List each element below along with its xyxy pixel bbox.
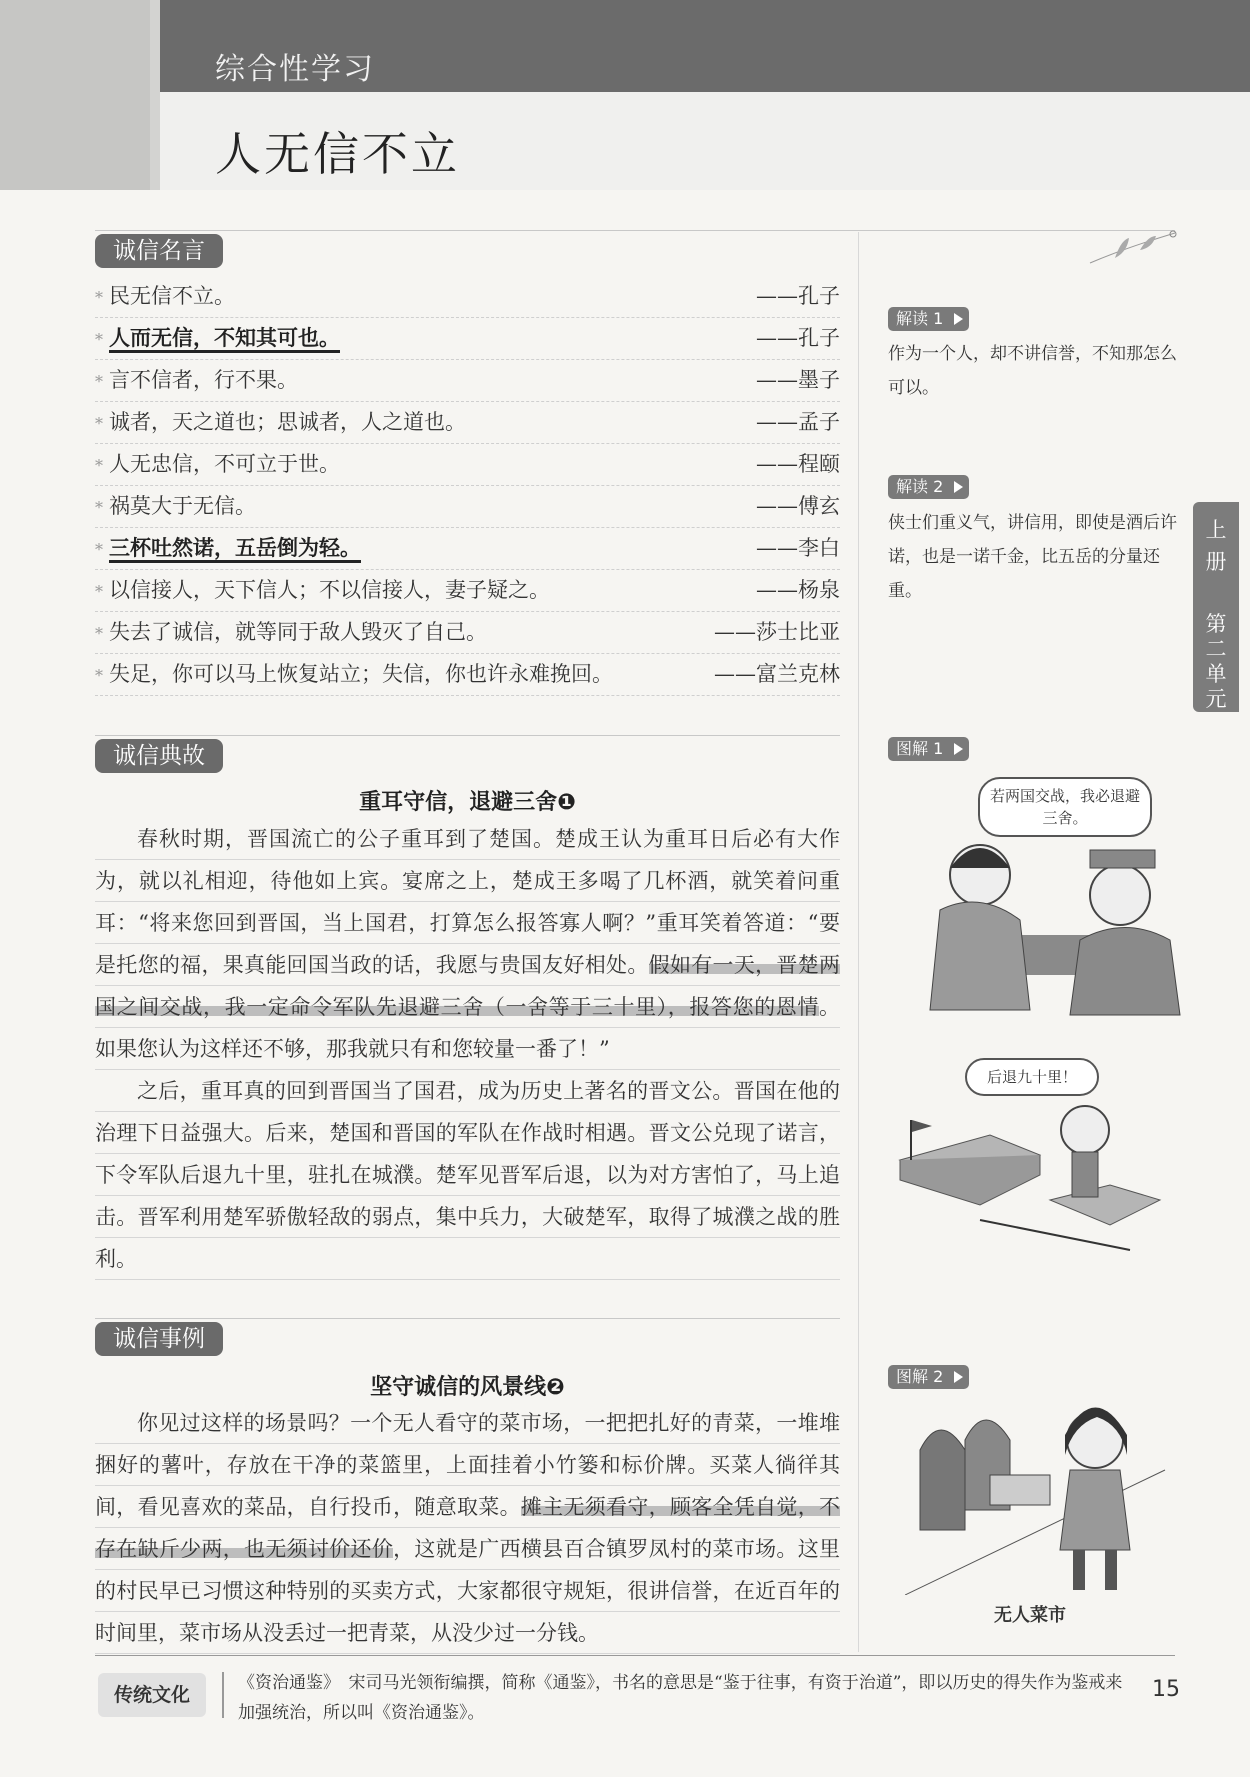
volume-unit-tab [1193, 502, 1239, 712]
bullet-star-icon: * [95, 372, 103, 391]
quotes-section-tag: 诚信名言 [95, 234, 223, 268]
footer-rule [95, 1655, 1175, 1656]
bullet-star-icon: * [95, 624, 103, 643]
quote-row [95, 569, 840, 612]
stories-section-tag: 诚信典故 [95, 739, 223, 773]
quote-text: 失去了诚信，就等同于敌人毁灭了自己。 [109, 620, 487, 644]
footer-separator [222, 1672, 224, 1718]
figure-1-tag: 图解 1 [888, 737, 969, 761]
quote-text: 祸莫大于无信。 [109, 494, 256, 518]
footer-label: 传统文化 [98, 1673, 206, 1717]
retreat-speech-bubble: 后退九十里！ [965, 1058, 1099, 1096]
figure-2-tag: 图解 2 [888, 1365, 969, 1389]
quote-text: 以信接人，天下信人；不以信接人，妻子疑之。 [109, 578, 550, 602]
story-p1-highlight: 假如有一天，晋楚两国之间交战，我一定命令军队先退避三舍（一舍等于三十里），报答您的恩情 [95, 953, 841, 1019]
quote-row [95, 359, 840, 402]
quote-row [95, 443, 840, 486]
quote-text: 民无信不立。 [109, 284, 235, 308]
note-2-tag: 解读 2 [888, 475, 969, 499]
example-text-b: ，这就是广西横县百合镇罗凤村的菜市场。这里的村民早已习惯这种特别的买卖方式，大家都很守规矩，很讲信誉，在近百年的时间里，菜市场从没丢过一把青菜，从没少过一分钱。 [95, 1537, 841, 1645]
page-number: 15 [1152, 1677, 1180, 1702]
figure-2-caption: 无人菜市 [994, 1605, 1066, 1626]
quote-row [95, 653, 840, 696]
quotes-top-rule [95, 230, 1175, 231]
story-p1-text-b: 。如果您认为这样还不够，那我就只有和您较量一番了！” [95, 995, 840, 1061]
page-title: 人无信不立 [215, 127, 460, 181]
bullet-star-icon: * [95, 498, 103, 517]
figure-1-illustration [920, 820, 1200, 1024]
note-1-text: 作为一个人，却不讲信誉，不知那怎么可以。 [888, 344, 1177, 398]
bullet-star-icon: * [95, 414, 103, 433]
quote-text: 三杯吐然诺，五岳倒为轻。 [109, 536, 361, 560]
retreat-map-illustration [890, 1090, 1170, 1264]
example-paragraph [95, 1402, 840, 1654]
quote-row [95, 317, 840, 360]
column-divider [858, 232, 859, 1652]
note-1-tag: 解读 1 [888, 307, 969, 331]
quote-author: ——杨泉 [756, 578, 840, 602]
quote-author: ——孔子 [756, 326, 840, 350]
story-top-rule [95, 735, 840, 736]
bullet-star-icon: * [95, 540, 103, 559]
note-2-text: 侠士们重义气，讲信用，即使是酒后许诺，也是一诺千金，比五岳的分量还重。 [888, 513, 1177, 601]
figure-2-illustration [905, 1380, 1175, 1599]
quote-author: ——程颐 [756, 452, 840, 476]
figure-1-speech-bubble: 若两国交战，我必退避三舍。 [978, 777, 1152, 837]
quote-author: ——孟子 [756, 410, 840, 434]
quote-author: ——富兰克林 [714, 662, 840, 686]
bullet-star-icon: * [95, 288, 103, 307]
quote-author: ——傅玄 [756, 494, 840, 518]
quote-author: ——孔子 [756, 284, 840, 308]
page-header [0, 0, 1250, 190]
quote-author: ——墨子 [756, 368, 840, 392]
bullet-star-icon: * [95, 666, 103, 685]
quote-author: ——李白 [756, 536, 840, 560]
story-p1-text-a: 春秋时期，晋国流亡的公子重耳到了楚国。楚成王认为重耳日后必有大作为，就以礼相迎，待他如上宾。宴席之上，楚成王多喝了几杯酒，就笑着问重耳：“将来您回到晋国，当上国君，打算怎么报答寡人啊？”重耳笑着答道：“要是托您的福，果真能回国当政的话，我愿与贵国友好相处。 [95, 827, 840, 977]
quote-text: 失足，你可以马上恢复站立；失信，你也许永难挽回。 [109, 662, 613, 686]
bullet-star-icon: * [95, 330, 103, 349]
quote-row [95, 485, 840, 528]
quote-author: ——莎士比亚 [714, 620, 840, 644]
quote-text: 人而无信，不知其可也。 [109, 326, 340, 350]
example-top-rule [95, 1318, 840, 1319]
quote-text: 人无忠信，不可立于世。 [109, 452, 340, 476]
example-highlight: 摊主无须看守，顾客全凭自觉，不存在缺斤少两，也无须讨价还价 [95, 1495, 841, 1561]
examples-section-tag: 诚信事例 [95, 1322, 223, 1356]
quote-row [95, 275, 840, 318]
quote-row [95, 611, 840, 654]
unit-label: 第 二 单 元 [1205, 612, 1227, 711]
quote-text: 诚者，天之道也；思诚者，人之道也。 [109, 410, 466, 434]
story-paragraph-2 [95, 1070, 840, 1280]
footer-note: 《资治通鉴》 宋司马光领衔编撰，简称《通鉴》，书名的意思是“鉴于往事，有资于治道”，即以历史的得失作为鉴戒来加强统治，所以叫《资治通鉴》。 [238, 1673, 1123, 1723]
example-text-a: 你见过这样的场景吗？一个无人看守的菜市场，一把把扎好的青菜，一堆堆捆好的薯叶，存放在干净的菜篮里，上面挂着小竹篓和标价牌。买菜人徜徉其间，看见喜欢的菜品，自行投币，随意取菜。 [95, 1411, 840, 1519]
quote-row [95, 401, 840, 444]
story-title: 重耳守信，退避三舍❶ [359, 790, 576, 815]
quote-text: 言不信者，行不果。 [109, 368, 298, 392]
story-p2-text: 之后，重耳真的回到晋国当了国君，成为历史上著名的晋文公。晋国在他的治理下日益强大。后来，楚国和晋国的军队在作战时相遇。晋文公兑现了诺言，下令军队后退九十里，驻扎在城濮。楚军见晋军后退，以为对方害怕了，马上追击。晋军利用楚军骄傲轻敌的弱点，集中兵力，大破楚军，取得了城濮之战的胜利。 [95, 1079, 840, 1271]
bullet-star-icon: * [95, 456, 103, 475]
leaf-ornament-icon [1085, 228, 1180, 282]
volume-label: 上 册 [1205, 518, 1227, 574]
bullet-star-icon: * [95, 582, 103, 601]
story-paragraph-1 [95, 818, 840, 1070]
header-side-block [0, 0, 150, 190]
section-subtitle: 综合性学习 [215, 52, 375, 87]
example-title: 坚守诚信的风景线❷ [370, 1375, 565, 1400]
quote-row [95, 527, 840, 570]
